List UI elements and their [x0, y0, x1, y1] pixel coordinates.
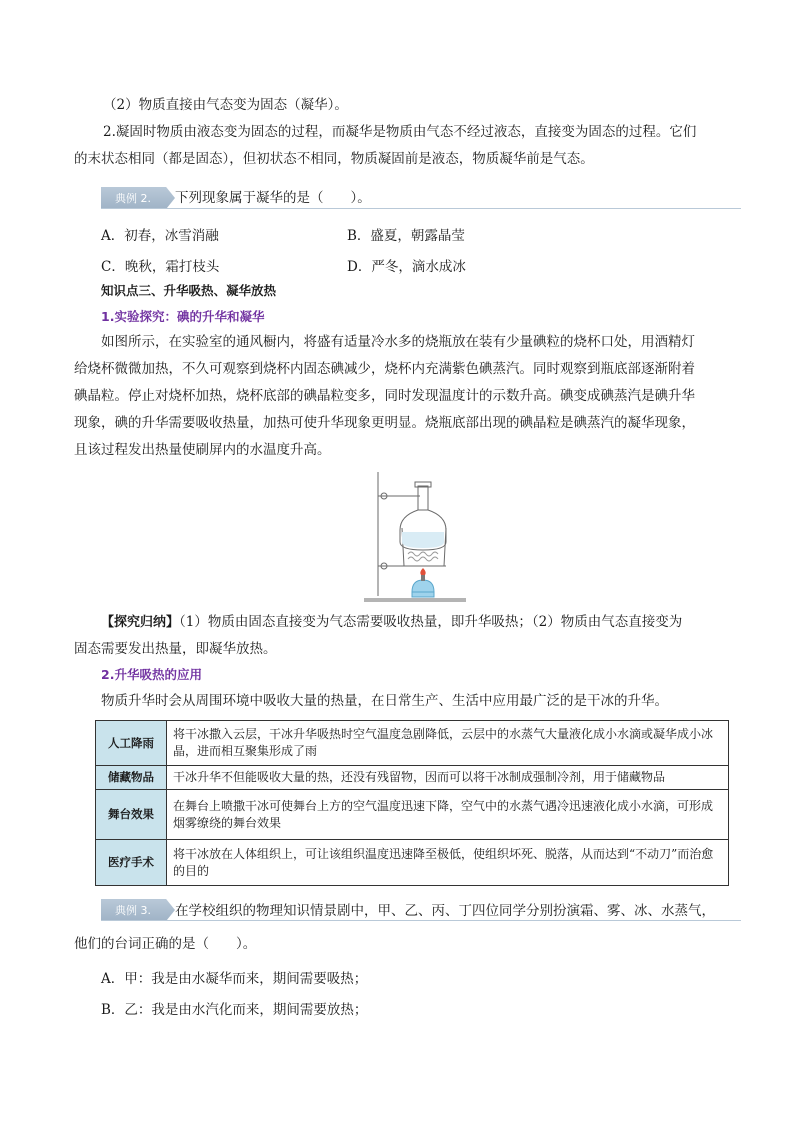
example-question: 在学校组织的物理知识情景剧中，甲、乙、丙、丁四位同学分别扮演霜、雾、冰、水蒸气， [175, 903, 715, 919]
table-row [96, 840, 729, 886]
row-header: 舞台效果 [96, 790, 167, 840]
row-description: 将干冰放在人体组织上，可让该组织温度迅速降至极低，使组织坏死、脱落，从而达到“不动刀”而治愈的目的 [167, 840, 729, 886]
paragraph-line: 现象，碘的升华需要吸收热量，加热可使升华现象更明显。烧瓶底部出现的碘晶粒是碘蒸汽的凝华现象， [74, 415, 695, 431]
option-a: A．甲：我是由水凝华而来，期间需要吸热； [101, 971, 368, 987]
summary-label: 【探究归纳】 [101, 615, 180, 630]
summary-line [101, 613, 682, 632]
sub-heading: 2.升华吸热的应用 [101, 667, 202, 682]
sublimation-applications-table [95, 720, 729, 886]
option-d: D．严冬，滴水成冰 [347, 259, 466, 275]
text-line: 的末状态相同（都是固态），但初状态不相同，物质凝固前是液态，物质凝华前是气态。 [74, 151, 594, 167]
example-question: 下列现象属于凝华的是（ ）。 [175, 190, 371, 206]
summary-line: 固态需要发出热量，即凝华放热。 [74, 641, 277, 657]
paragraph-line: 给烧杯微微加热，不久可观察到烧杯内固态碘减少，烧杯内充满紫色碘蒸汽。同时观察到瓶底部逐渐附着 [74, 361, 695, 377]
row-header: 人工降雨 [96, 721, 167, 766]
paragraph-line: 碘晶粒。停止对烧杯加热，烧杯底部的碘晶粒变多，同时发现温度计的示数升高。碘变成碘蒸汽是碘升华 [74, 388, 695, 404]
option-b: B．乙：我是由水汽化而来，期间需要放热； [101, 1002, 368, 1018]
text-line: （2）物质直接由气态变为固态（凝华）。 [103, 97, 348, 113]
table-row [96, 766, 729, 790]
table-row [96, 790, 729, 840]
option-c: C．晚秋，霜打枝头 [101, 259, 220, 275]
apparatus-drawing [360, 468, 470, 608]
row-header: 医疗手术 [96, 840, 167, 886]
row-description: 将干冰撒入云层，干冰升华吸热时空气温度急剧降低，云层中的水蒸气大量液化成小水滴或凝华成小冰晶，进而相互聚集形成了雨 [167, 721, 729, 766]
summary-text: （1）物质由固态直接变为气态需要吸收热量，即升华吸热；（2）物质由气态直接变为 [179, 614, 683, 630]
example-badge-label: 典例 3. [115, 904, 151, 917]
paragraph-line: 如图所示，在实验室的通风橱内，将盛有适量冷水多的烧瓶放在装有少量碘粒的烧杯口处，用酒精灯 [101, 334, 695, 350]
example-badge [101, 899, 175, 921]
text-line: 2.凝固时物质由液态变为固态的过程，而凝华是物质由气态不经过液态，直接变为固态的过程。它们 [103, 124, 697, 140]
row-header: 储藏物品 [96, 766, 167, 790]
row-description: 干冰升华不但能吸收大量的热，还没有残留物，因而可以将干冰制成强制冷剂，用于储藏物品 [167, 766, 729, 790]
example-question: 他们的台词正确的是（ ）。 [74, 936, 257, 952]
section-heading: 知识点三、升华吸热、凝华放热 [101, 283, 277, 298]
example-badge-label: 典例 2. [115, 192, 151, 205]
option-a: A．初春，冰雪消融 [101, 228, 219, 244]
iodine-apparatus-figure [360, 468, 470, 608]
row-description: 在舞台上喷撒干冰可使舞台上方的空气温度迅速下降，空气中的水蒸气遇冷迅速液化成小水滴，可形成烟雾缭绕的舞台效果 [167, 790, 729, 840]
sub-heading: 1.实验探究：碘的升华和凝华 [101, 309, 265, 324]
paragraph-line: 且该过程发出热量使刷屏内的水温度升高。 [74, 442, 331, 458]
paragraph-line: 物质升华时会从周围环境中吸收大量的热量，在日常生产、生活中应用最广泛的是干冰的升华。 [101, 693, 668, 709]
example-badge [101, 187, 175, 209]
option-b: B．盛夏，朝露晶莹 [347, 228, 465, 244]
table-row [96, 721, 729, 766]
